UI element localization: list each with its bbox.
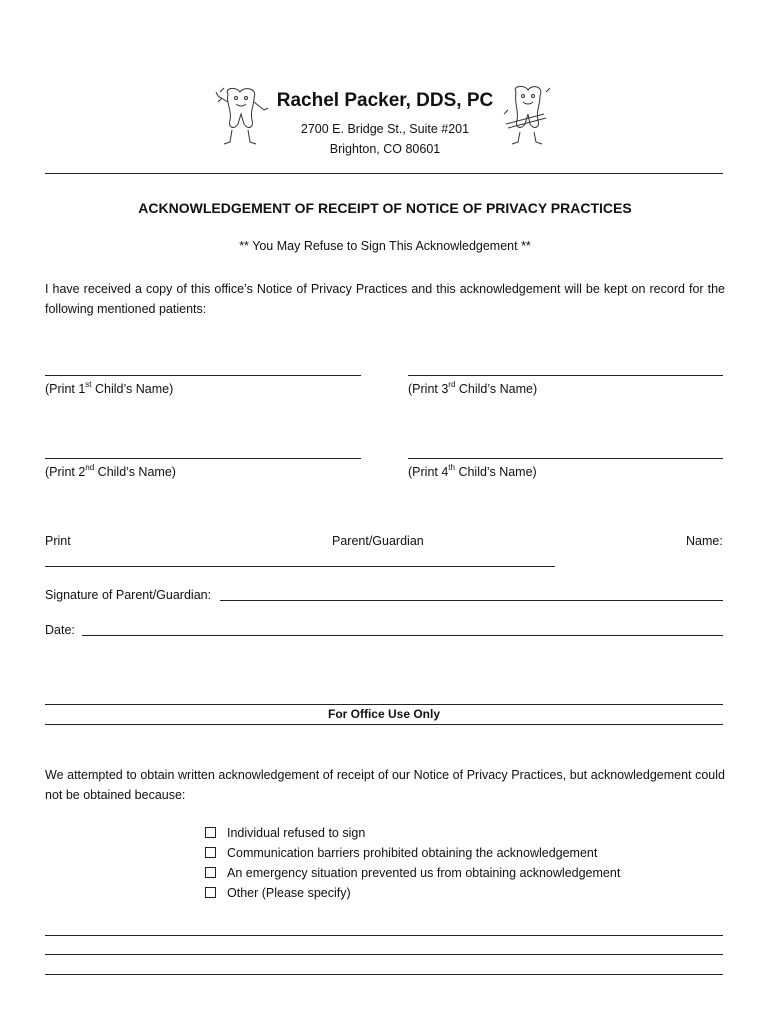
child-1-label: (Print 1st Child’s Name): [45, 380, 174, 397]
checkbox-icon[interactable]: [205, 867, 216, 878]
name-label: Name:: [686, 534, 723, 548]
child-3-name-line[interactable]: [408, 375, 723, 376]
address-line-2: Brighton, CO 80601: [329, 142, 441, 156]
checkbox-icon[interactable]: [205, 887, 216, 898]
option-communication-barriers[interactable]: Communication barriers prohibited obtaining the acknowledgement: [205, 843, 620, 863]
office-statement: We attempted to obtain written acknowledgement of receipt of our Notice of Privacy Practices, but acknowledgement could not be obtained because:: [45, 768, 725, 802]
specify-line-3[interactable]: [45, 974, 723, 975]
child-3-label: (Print 3rd Child’s Name): [408, 380, 538, 397]
address-line-1: 2700 E. Bridge St., Suite #201: [300, 122, 470, 136]
option-emergency[interactable]: An emergency situation prevented us from obtaining acknowledgement: [205, 863, 620, 883]
child-4-name-line[interactable]: [408, 458, 723, 459]
print-label: Print: [45, 534, 71, 548]
parent-guardian-label: Parent/Guardian: [332, 534, 424, 548]
checkbox-icon[interactable]: [205, 847, 216, 858]
refuse-note: ** You May Refuse to Sign This Acknowledgement **: [239, 239, 531, 253]
intro-paragraph: I have received a copy of this office’s Notice of Privacy Practices and this acknowledgement will be kept on record for the following mentioned patients:: [45, 282, 725, 316]
date-line[interactable]: [82, 635, 723, 636]
header-divider: [45, 173, 723, 174]
option-other[interactable]: Other (Please specify): [205, 883, 620, 903]
child-4-label: (Print 4th Child’s Name): [408, 463, 537, 480]
option-refused[interactable]: Individual refused to sign: [205, 823, 620, 843]
child-1-name-line[interactable]: [45, 375, 361, 376]
child-2-label: (Print 2nd Child’s Name): [45, 463, 176, 480]
form-title: ACKNOWLEDGEMENT OF RECEIPT OF NOTICE OF PRIVACY PRACTICES: [138, 200, 632, 216]
signature-label: Signature of Parent/Guardian:: [45, 588, 212, 602]
guardian-print-name-line[interactable]: [45, 566, 555, 567]
signature-line[interactable]: [220, 600, 723, 601]
office-use-heading: For Office Use Only: [327, 707, 441, 721]
specify-line-2[interactable]: [45, 954, 723, 955]
date-label: Date:: [45, 623, 75, 637]
office-section-top-rule: [45, 704, 723, 705]
office-section-bottom-rule: [45, 724, 723, 725]
specify-line-1[interactable]: [45, 935, 723, 936]
reason-options: [205, 823, 620, 903]
practice-name: Rachel Packer, DDS, PC: [276, 90, 494, 111]
child-2-name-line[interactable]: [45, 458, 361, 459]
checkbox-icon[interactable]: [205, 827, 216, 838]
